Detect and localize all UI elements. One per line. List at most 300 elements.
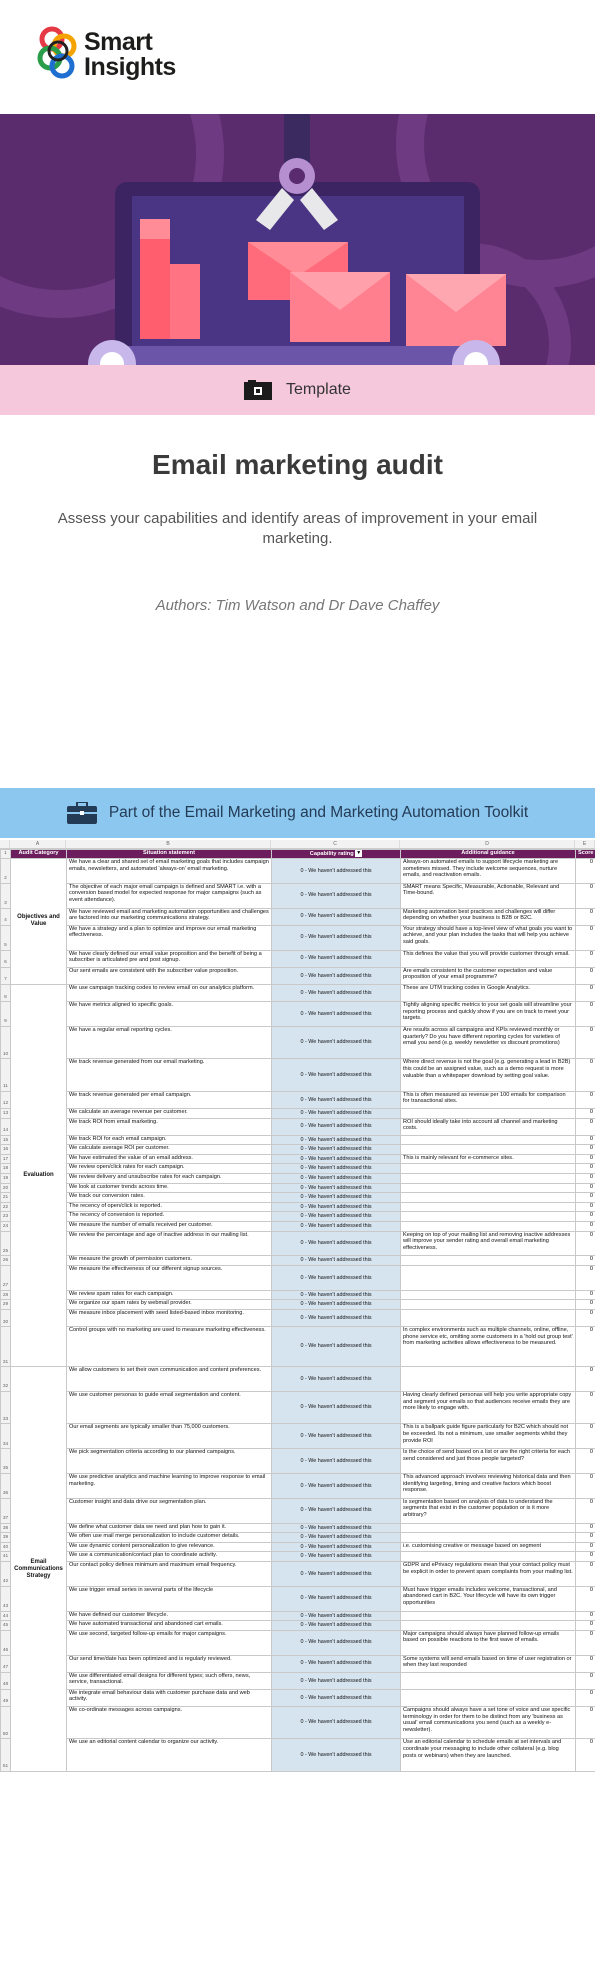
capability-rating-select[interactable]: 0 - We haven't addressed this xyxy=(272,859,401,884)
capability-rating-select[interactable]: 0 - We haven't addressed this xyxy=(272,1473,401,1498)
row-number: 28 xyxy=(1,1290,11,1300)
table-row xyxy=(1,1183,595,1193)
capability-rating-select[interactable]: 0 - We haven't addressed this xyxy=(272,1135,401,1145)
table-row xyxy=(1,1002,595,1027)
additional-guidance-cell[interactable] xyxy=(401,1193,576,1203)
table-row xyxy=(1,1231,595,1256)
row-number: 30 xyxy=(1,1310,11,1327)
row-number: 46 xyxy=(1,1630,11,1655)
table-row xyxy=(1,1154,595,1164)
score-cell[interactable]: 0 xyxy=(576,859,595,884)
table-row xyxy=(1,1689,595,1706)
score-cell[interactable]: 0 xyxy=(576,1327,595,1367)
situation-statement-cell[interactable]: We use an editorial content calendar to organize our activity. xyxy=(67,1739,272,1771)
additional-guidance-cell[interactable]: This advanced approach involves reviewing historical data and then identifying targeting, timing and creative factors which boost response. xyxy=(401,1473,576,1498)
score-cell[interactable]: 0 xyxy=(576,908,595,925)
additional-guidance-cell[interactable] xyxy=(401,1533,576,1543)
additional-guidance-cell[interactable]: Are emails consistent to the customer expectation and value proposition of your email programme? xyxy=(401,967,576,984)
situation-statement-cell[interactable]: We allow customers to set their own communication and content preferences. xyxy=(67,1367,272,1392)
additional-guidance-cell[interactable] xyxy=(401,1367,576,1392)
capability-rating-select[interactable]: 0 - We haven't addressed this xyxy=(272,1630,401,1655)
situation-statement-cell[interactable]: We track ROI for each email campaign. xyxy=(67,1135,272,1145)
row-number: 40 xyxy=(1,1542,11,1552)
table-row xyxy=(1,1424,595,1449)
column-letter[interactable]: C xyxy=(271,840,400,848)
hero-illustration xyxy=(0,114,595,365)
score-cell[interactable]: 0 xyxy=(576,1174,595,1184)
capability-rating-select[interactable]: 0 - We haven't addressed this xyxy=(272,1222,401,1232)
additional-guidance-cell[interactable] xyxy=(401,1222,576,1232)
table-row xyxy=(1,1310,595,1327)
score-cell[interactable]: 0 xyxy=(576,1300,595,1310)
situation-statement-cell[interactable]: We co-ordinate messages across campaigns. xyxy=(67,1707,272,1739)
capability-rating-select[interactable]: 0 - We haven't addressed this xyxy=(272,1202,401,1212)
audit-table xyxy=(0,849,595,1772)
row-number: 23 xyxy=(1,1212,11,1222)
row-number: 13 xyxy=(1,1108,11,1118)
row-number: 7 xyxy=(1,967,11,984)
additional-guidance-cell[interactable]: Must have trigger emails includes welcome, transactional, and abandoned cart in B2C. Your lifecycle will have its own trigger opportunities xyxy=(401,1586,576,1611)
additional-guidance-cell[interactable]: Tightly aligning specific metrics to your set goals will streamline your reporting process and quickly show if you are on track to meet your targets. xyxy=(401,1002,576,1027)
capability-rating-select[interactable]: 0 - We haven't addressed this xyxy=(272,1231,401,1256)
situation-statement-cell[interactable]: We pick segmentation criteria according to our planned campaigns. xyxy=(67,1449,272,1474)
additional-guidance-cell[interactable] xyxy=(401,1621,576,1631)
situation-statement-cell[interactable]: We often use mail merge personalization to include customer details. xyxy=(67,1533,272,1543)
situation-statement-cell[interactable]: We track our conversion rates. xyxy=(67,1193,272,1203)
audit-category-cell[interactable]: Evaluation xyxy=(11,984,67,1366)
situation-statement-cell[interactable]: We have defined our customer lifecycle. xyxy=(67,1611,272,1621)
additional-guidance-cell[interactable] xyxy=(401,1689,576,1706)
table-row xyxy=(1,925,595,950)
additional-guidance-cell[interactable]: Campaigns should always have a set tone of voice and use specific terminology in order for them to be distinct from any 'business as usual' email communications you send (such as a weekly e-newsletter). xyxy=(401,1707,576,1739)
situation-statement-cell[interactable]: We measure inbox placement with seed listed-based inbox monitoring. xyxy=(67,1310,272,1327)
capability-rating-select[interactable]: 0 - We haven't addressed this xyxy=(272,1059,401,1091)
score-cell[interactable]: 0 xyxy=(576,1059,595,1091)
score-cell[interactable]: 0 xyxy=(576,883,595,908)
audit-category-cell[interactable]: Email Communications Strategy xyxy=(11,1367,67,1772)
row-number: 18 xyxy=(1,1164,11,1174)
row-number: 17 xyxy=(1,1154,11,1164)
briefcase-icon xyxy=(67,802,97,824)
situation-statement-cell[interactable]: We use campaign tracking codes to review email on our analytics platform. xyxy=(67,984,272,1001)
score-cell[interactable]: 0 xyxy=(576,1266,595,1291)
additional-guidance-cell[interactable] xyxy=(401,1552,576,1562)
logo-rings-icon xyxy=(36,24,82,80)
table-row xyxy=(1,1212,595,1222)
row-number: 50 xyxy=(1,1707,11,1739)
row-number: 37 xyxy=(1,1498,11,1523)
capability-rating-select[interactable]: 0 - We haven't addressed this xyxy=(272,1542,401,1552)
capability-rating-select[interactable]: 0 - We haven't addressed this xyxy=(272,1552,401,1562)
capability-rating-select[interactable]: 0 - We haven't addressed this xyxy=(272,883,401,908)
capability-rating-select[interactable]: 0 - We haven't addressed this xyxy=(272,1327,401,1367)
row-number: 27 xyxy=(1,1266,11,1291)
situation-statement-cell[interactable]: We use differentiated email designs for different types; such offers, news, service, transactional. xyxy=(67,1672,272,1689)
audit-category-cell[interactable]: Objectives and Value xyxy=(11,859,67,985)
capability-rating-select[interactable]: 0 - We haven't addressed this xyxy=(272,1091,401,1108)
situation-statement-cell[interactable]: We use customer personas to guide email segmentation and content. xyxy=(67,1391,272,1423)
additional-guidance-cell[interactable]: Major campaigns should always have planned follow-up emails based on possible reactions to the first wave of emails. xyxy=(401,1630,576,1655)
capability-rating-select[interactable]: 0 - We haven't addressed this xyxy=(272,1586,401,1611)
column-letter[interactable]: B xyxy=(66,840,271,848)
additional-guidance-cell[interactable] xyxy=(401,1290,576,1300)
logo-word-insights: Insights xyxy=(84,53,176,81)
situation-statement-cell[interactable]: Our contact policy defines minimum and maximum email frequency. xyxy=(67,1561,272,1586)
score-cell[interactable]: 0 xyxy=(576,1091,595,1108)
additional-guidance-cell[interactable]: Are results across all campaigns and KPIs reviewed monthly or quarterly? Do you have different reporting cycles for varieties of email you send (e.g. weekly newsletter vs discount promotions) xyxy=(401,1026,576,1058)
row-number: 10 xyxy=(1,1026,11,1058)
situation-statement-cell[interactable]: We have a regular email reporting cycles. xyxy=(67,1026,272,1058)
score-cell[interactable]: 0 xyxy=(576,1202,595,1212)
additional-guidance-cell[interactable]: Is the choice of send based on a list or are the right criteria for each send considered and just those people targeted? xyxy=(401,1449,576,1474)
additional-guidance-cell[interactable]: Keeping on top of your mailing list and removing inactive addresses will improve your sender rating and overall email marketing effectiveness. xyxy=(401,1231,576,1256)
capability-rating-select[interactable]: 0 - We haven't addressed this xyxy=(272,1183,401,1193)
capability-rating-select[interactable]: 0 - We haven't addressed this xyxy=(272,1391,401,1423)
situation-statement-cell[interactable]: The recency of conversion is reported. xyxy=(67,1212,272,1222)
table-row xyxy=(1,1108,595,1118)
additional-guidance-cell[interactable] xyxy=(401,1212,576,1222)
table-row xyxy=(1,1202,595,1212)
capability-rating-select[interactable]: 0 - We haven't addressed this xyxy=(272,1290,401,1300)
situation-statement-cell[interactable]: We use a communication/contact plan to coordinate activity. xyxy=(67,1552,272,1562)
row-number: 5 xyxy=(1,925,11,950)
capability-rating-select[interactable]: 0 - We haven't addressed this xyxy=(272,1523,401,1533)
score-cell[interactable]: 0 xyxy=(576,1561,595,1586)
table-row xyxy=(1,1523,595,1533)
score-cell[interactable]: 0 xyxy=(576,1707,595,1739)
score-cell[interactable]: 0 xyxy=(576,1672,595,1689)
capability-rating-select[interactable]: 0 - We haven't addressed this xyxy=(272,1174,401,1184)
row-number: 42 xyxy=(1,1561,11,1586)
capability-rating-select[interactable]: 0 - We haven't addressed this xyxy=(272,1164,401,1174)
row-number: 51 xyxy=(1,1739,11,1771)
capability-rating-select[interactable]: 0 - We haven't addressed this xyxy=(272,908,401,925)
capability-rating-select[interactable]: 0 - We haven't addressed this xyxy=(272,1266,401,1291)
additional-guidance-cell[interactable]: This defines the value that you will provide customer through email. xyxy=(401,950,576,967)
additional-guidance-cell[interactable] xyxy=(401,1174,576,1184)
additional-guidance-cell[interactable]: This is mainly relevant for e-commerce sites. xyxy=(401,1154,576,1164)
additional-guidance-cell[interactable]: GDPR and ePrivacy regulations mean that your contact policy must be explicit in order to prevent spam complaints from your mailing list. xyxy=(401,1561,576,1586)
capability-rating-select[interactable]: 0 - We haven't addressed this xyxy=(272,1561,401,1586)
table-row xyxy=(1,1739,595,1771)
row-number: 11 xyxy=(1,1059,11,1091)
capability-rating-select[interactable]: 0 - We haven't addressed this xyxy=(272,1154,401,1164)
header-situation-statement: Situation statement xyxy=(67,850,272,859)
capability-rating-select[interactable]: 0 - We haven't addressed this xyxy=(272,1655,401,1672)
score-cell[interactable]: 0 xyxy=(576,1533,595,1543)
score-cell[interactable]: 0 xyxy=(576,1586,595,1611)
situation-statement-cell[interactable]: We use predictive analytics and machine learning to improve response to email marketing. xyxy=(67,1473,272,1498)
score-cell[interactable]: 0 xyxy=(576,1193,595,1203)
table-row xyxy=(1,1672,595,1689)
column-letter[interactable]: A xyxy=(10,840,66,848)
capability-rating-select[interactable]: 0 - We haven't addressed this xyxy=(272,1026,401,1058)
table-row xyxy=(1,1135,595,1145)
situation-statement-cell[interactable]: Our sent emails are consistent with the subscriber value proposition. xyxy=(67,967,272,984)
table-row xyxy=(1,1498,595,1523)
additional-guidance-cell[interactable]: These are UTM tracking codes in Google Analytics. xyxy=(401,984,576,1001)
filter-dropdown-icon[interactable]: ▼ xyxy=(356,850,362,856)
situation-statement-cell[interactable]: The recency of open/click is reported. xyxy=(67,1202,272,1212)
score-cell[interactable]: 0 xyxy=(576,1655,595,1672)
score-cell[interactable]: 0 xyxy=(576,1108,595,1118)
row-number: 43 xyxy=(1,1586,11,1611)
additional-guidance-cell[interactable] xyxy=(401,1164,576,1174)
situation-statement-cell[interactable]: We have automated transactional and abandoned cart emails. xyxy=(67,1621,272,1631)
row-number: 26 xyxy=(1,1256,11,1266)
additional-guidance-cell[interactable] xyxy=(401,1310,576,1327)
additional-guidance-cell[interactable]: SMART means Specific, Measurable, Actionable, Relevant and Time-bound. xyxy=(401,883,576,908)
row-number: 38 xyxy=(1,1523,11,1533)
row-number: 2 xyxy=(1,859,11,884)
situation-statement-cell[interactable]: We use dynamic content personalization to give relevance. xyxy=(67,1542,272,1552)
score-cell[interactable]: 0 xyxy=(576,1611,595,1621)
additional-guidance-cell[interactable] xyxy=(401,1256,576,1266)
row-number: 12 xyxy=(1,1091,11,1108)
row-number: 1 xyxy=(1,850,11,859)
table-row xyxy=(1,1630,595,1655)
capability-rating-select[interactable]: 0 - We haven't addressed this xyxy=(272,1611,401,1621)
situation-statement-cell[interactable]: Control groups with no marketing are used to measure marketing effectiveness. xyxy=(67,1327,272,1367)
score-cell[interactable]: 0 xyxy=(576,950,595,967)
situation-statement-cell[interactable]: We define what customer data we need and plan how to gain it. xyxy=(67,1523,272,1533)
capability-rating-select[interactable]: 0 - We haven't addressed this xyxy=(272,1310,401,1327)
capability-rating-select[interactable]: 0 - We haven't addressed this xyxy=(272,984,401,1001)
situation-statement-cell[interactable]: We have estimated the value of an email address. xyxy=(67,1154,272,1164)
situation-statement-cell[interactable]: We use second, targeted follow-up emails for major campaigns. xyxy=(67,1630,272,1655)
additional-guidance-cell[interactable]: i.e. customising creative or message based on segment xyxy=(401,1542,576,1552)
score-cell[interactable]: 0 xyxy=(576,1621,595,1631)
additional-guidance-cell[interactable] xyxy=(401,1672,576,1689)
capability-rating-select[interactable]: 0 - We haven't addressed this xyxy=(272,1300,401,1310)
table-row xyxy=(1,1026,595,1058)
row-number: 8 xyxy=(1,984,11,1001)
additional-guidance-cell[interactable] xyxy=(401,1300,576,1310)
score-cell[interactable]: 0 xyxy=(576,1498,595,1523)
score-cell[interactable]: 0 xyxy=(576,1154,595,1164)
capability-rating-select[interactable]: 0 - We haven't addressed this xyxy=(272,1108,401,1118)
situation-statement-cell[interactable]: We have a clear and shared set of email marketing goals that includes campaign emails, newsletters, and automated 'always-on' email marketing. xyxy=(67,859,272,884)
situation-statement-cell[interactable]: Customer insight and data drive our segmentation plan. xyxy=(67,1498,272,1523)
additional-guidance-cell[interactable] xyxy=(401,1611,576,1621)
table-row xyxy=(1,1290,595,1300)
capability-rating-select[interactable]: 0 - We haven't addressed this xyxy=(272,925,401,950)
row-number: 25 xyxy=(1,1231,11,1256)
capability-rating-select[interactable]: 0 - We haven't addressed this xyxy=(272,1424,401,1449)
score-cell[interactable]: 0 xyxy=(576,1473,595,1498)
row-number: 19 xyxy=(1,1174,11,1184)
additional-guidance-cell[interactable]: This is often measured as revenue per 100 emails for comparison for transactional sites. xyxy=(401,1091,576,1108)
situation-statement-cell[interactable]: We review delivery and unsubscribe rates for each campaign. xyxy=(67,1174,272,1184)
additional-guidance-cell[interactable]: In complex environments such as multiple channels, online, offline, phone service etc, omitting some customers in a 'hold out group test' from marketing activities allows effectiveness to be measured. xyxy=(401,1327,576,1367)
table-row xyxy=(1,1611,595,1621)
row-number: 45 xyxy=(1,1621,11,1631)
situation-statement-cell[interactable]: The objective of each major email campaign is defined and SMART i.e. with a conversion based model for expected response for major campaigns (such as event attendance). xyxy=(67,883,272,908)
score-cell[interactable]: 0 xyxy=(576,925,595,950)
situation-statement-cell[interactable]: We have reviewed email and marketing automation opportunities and challenges are factored into our marketing communications strategy. xyxy=(67,908,272,925)
additional-guidance-cell[interactable] xyxy=(401,1202,576,1212)
score-cell[interactable]: 0 xyxy=(576,1026,595,1058)
table-header-row xyxy=(1,850,595,859)
table-row xyxy=(1,1300,595,1310)
additional-guidance-cell[interactable] xyxy=(401,1183,576,1193)
capability-rating-select[interactable]: 0 - We haven't addressed this xyxy=(272,1002,401,1027)
score-cell[interactable]: 0 xyxy=(576,1542,595,1552)
score-cell[interactable]: 0 xyxy=(576,1523,595,1533)
column-letter[interactable]: D xyxy=(400,840,575,848)
capability-rating-select[interactable]: 0 - We haven't addressed this xyxy=(272,1672,401,1689)
column-letter[interactable] xyxy=(0,840,10,848)
situation-statement-cell[interactable]: We measure the growth of permission customers. xyxy=(67,1256,272,1266)
additional-guidance-cell[interactable]: Having clearly defined personas will help you write appropriate copy and segment your emails so that audiences receive emails they are more likely to engage with. xyxy=(401,1391,576,1423)
additional-guidance-cell[interactable]: ROI should ideally take into account all channel and marketing costs. xyxy=(401,1118,576,1135)
additional-guidance-cell[interactable] xyxy=(401,1266,576,1291)
additional-guidance-cell[interactable]: Marketing automation best practices and challenges will differ depending on whether your business is B2B or B2C. xyxy=(401,908,576,925)
score-cell[interactable]: 0 xyxy=(576,1256,595,1266)
situation-statement-cell[interactable]: We track revenue generated per email campaign. xyxy=(67,1091,272,1108)
document-authors: Authors: Tim Watson and Dr Dave Chaffey xyxy=(155,597,440,614)
score-cell[interactable]: 0 xyxy=(576,1183,595,1193)
row-number: 32 xyxy=(1,1367,11,1392)
situation-statement-cell[interactable]: We have a strategy and a plan to optimize and improve our email marketing effectiveness. xyxy=(67,925,272,950)
score-cell[interactable]: 0 xyxy=(576,984,595,1001)
score-cell[interactable]: 0 xyxy=(576,1391,595,1423)
capability-rating-select[interactable]: 0 - We haven't addressed this xyxy=(272,1212,401,1222)
score-cell[interactable]: 0 xyxy=(576,1449,595,1474)
additional-guidance-cell[interactable] xyxy=(401,1135,576,1145)
row-number: 14 xyxy=(1,1118,11,1135)
table-row xyxy=(1,1174,595,1184)
header-audit-category: Audit Category xyxy=(11,850,67,859)
score-cell[interactable]: 0 xyxy=(576,1630,595,1655)
situation-statement-cell[interactable]: We track ROI from email marketing. xyxy=(67,1118,272,1135)
row-number: 3 xyxy=(1,883,11,908)
template-banner xyxy=(0,365,595,415)
score-cell[interactable]: 0 xyxy=(576,1164,595,1174)
additional-guidance-cell[interactable]: Use an editorial calendar to schedule emails at set intervals and coordinate your messaging to include other collateral (e.g. blog posts or webinars) when they are launched. xyxy=(401,1739,576,1771)
score-cell[interactable]: 0 xyxy=(576,1310,595,1327)
situation-statement-cell[interactable]: We organize our spam rates by webmail provider. xyxy=(67,1300,272,1310)
score-cell[interactable]: 0 xyxy=(576,1552,595,1562)
table-row xyxy=(1,1655,595,1672)
capability-rating-select[interactable]: 0 - We haven't addressed this xyxy=(272,1449,401,1474)
smart-insights-logo[interactable] xyxy=(36,24,176,88)
situation-statement-cell[interactable]: We calculate average ROI per customer. xyxy=(67,1145,272,1155)
row-number: 20 xyxy=(1,1183,11,1193)
situation-statement-cell[interactable]: We integrate email behaviour data with customer purchase data and web activity. xyxy=(67,1689,272,1706)
capability-rating-select[interactable]: 0 - We haven't addressed this xyxy=(272,1739,401,1771)
capability-rating-select[interactable]: 0 - We haven't addressed this xyxy=(272,1145,401,1155)
score-cell[interactable]: 0 xyxy=(576,1135,595,1145)
row-number: 39 xyxy=(1,1533,11,1543)
capability-rating-select[interactable]: 0 - We haven't addressed this xyxy=(272,1689,401,1706)
table-row xyxy=(1,1552,595,1562)
score-cell[interactable]: 0 xyxy=(576,1367,595,1392)
additional-guidance-cell[interactable]: Is segmentation based on analysis of data to understand the segments that exist in the customer population or is it more arbitrary? xyxy=(401,1498,576,1523)
score-cell[interactable]: 0 xyxy=(576,1118,595,1135)
additional-guidance-cell[interactable] xyxy=(401,1145,576,1155)
situation-statement-cell[interactable]: We calculate an average revenue per customer. xyxy=(67,1108,272,1118)
header-additional-guidance: Additional guidance xyxy=(401,850,576,859)
capability-rating-select[interactable]: 0 - We haven't addressed this xyxy=(272,967,401,984)
capability-rating-select[interactable]: 0 - We haven't addressed this xyxy=(272,1256,401,1266)
situation-statement-cell[interactable]: Our send time/date has been optimized and is regularly reviewed. xyxy=(67,1655,272,1672)
table-row xyxy=(1,1091,595,1108)
row-number: 49 xyxy=(1,1689,11,1706)
table-row xyxy=(1,950,595,967)
row-number: 47 xyxy=(1,1655,11,1672)
row-number: 24 xyxy=(1,1222,11,1232)
additional-guidance-cell[interactable]: This is a ballpark guide figure particularly for B2C which should not be exceeded. Its not a minimum, use smaller segments whilst they provide ROI xyxy=(401,1424,576,1449)
situation-statement-cell[interactable]: We look at customer trends across time. xyxy=(67,1183,272,1193)
additional-guidance-cell[interactable]: Some systems will send emails based on time of user registration or when they last responded xyxy=(401,1655,576,1672)
table-row xyxy=(1,984,595,1001)
score-cell[interactable]: 0 xyxy=(576,1145,595,1155)
row-number: 4 xyxy=(1,908,11,925)
document-title: Email marketing audit xyxy=(152,449,443,480)
additional-guidance-cell[interactable] xyxy=(401,1523,576,1533)
score-cell[interactable]: 0 xyxy=(576,967,595,984)
situation-statement-cell[interactable]: We measure the effectiveness of our different signup sources. xyxy=(67,1266,272,1291)
header-score: Score xyxy=(576,850,595,859)
table-row xyxy=(1,1193,595,1203)
situation-statement-cell[interactable]: We review open/click rates for each campaign. xyxy=(67,1164,272,1174)
table-row xyxy=(1,1145,595,1155)
additional-guidance-cell[interactable]: Your strategy should have a top-level view of what goals you want to achieve, and your plan includes the tasks that will help you achieve said goals. xyxy=(401,925,576,950)
score-cell[interactable]: 0 xyxy=(576,1290,595,1300)
capability-rating-select[interactable]: 0 - We haven't addressed this xyxy=(272,1621,401,1631)
score-cell[interactable]: 0 xyxy=(576,1222,595,1232)
capability-rating-select[interactable]: 0 - We haven't addressed this xyxy=(272,1533,401,1543)
column-letter[interactable]: E xyxy=(575,840,595,848)
row-number: 41 xyxy=(1,1552,11,1562)
situation-statement-cell[interactable]: We review spam rates for each campaign. xyxy=(67,1290,272,1300)
situation-statement-cell[interactable]: Our email segments are typically smaller than 75,000 customers. xyxy=(67,1424,272,1449)
situation-statement-cell[interactable]: We use trigger email series in several parts of the lifecycle xyxy=(67,1586,272,1611)
capability-rating-select[interactable]: 0 - We haven't addressed this xyxy=(272,1118,401,1135)
situation-statement-cell[interactable]: We measure the number of emails received per customer. xyxy=(67,1222,272,1232)
situation-statement-cell[interactable]: We track revenue generated from our email marketing. xyxy=(67,1059,272,1091)
score-cell[interactable]: 0 xyxy=(576,1739,595,1771)
toolkit-banner xyxy=(0,788,595,838)
capability-rating-select[interactable]: 0 - We haven't addressed this xyxy=(272,1193,401,1203)
score-cell[interactable]: 0 xyxy=(576,1231,595,1256)
row-number: 15 xyxy=(1,1135,11,1145)
additional-guidance-cell[interactable]: Where direct revenue is not the goal (e.g. generating a lead in B2B) this could be an assigned value, such as a demo request is more valuable than a whitepaper download by setting goal value. xyxy=(401,1059,576,1091)
score-cell[interactable]: 0 xyxy=(576,1212,595,1222)
situation-statement-cell[interactable]: We review the percentage and age of inactive address in our mailing list. xyxy=(67,1231,272,1256)
capability-rating-select[interactable]: 0 - We haven't addressed this xyxy=(272,1367,401,1392)
row-number: 34 xyxy=(1,1424,11,1449)
capability-rating-select[interactable]: 0 - We haven't addressed this xyxy=(272,950,401,967)
score-cell[interactable]: 0 xyxy=(576,1002,595,1027)
additional-guidance-cell[interactable] xyxy=(401,1108,576,1118)
table-row xyxy=(1,1391,595,1423)
capability-rating-select[interactable]: 0 - We haven't addressed this xyxy=(272,1498,401,1523)
table-row xyxy=(1,967,595,984)
title-block xyxy=(0,415,595,614)
capability-rating-select[interactable]: 0 - We haven't addressed this xyxy=(272,1707,401,1739)
situation-statement-cell[interactable]: We have clearly defined our email value proposition and the benefit of being a subscriber is articulated pre and post signup. xyxy=(67,950,272,967)
situation-statement-cell[interactable]: We have metrics aligned to specific goals. xyxy=(67,1002,272,1027)
table-row xyxy=(1,1222,595,1232)
score-cell[interactable]: 0 xyxy=(576,1689,595,1706)
score-cell[interactable]: 0 xyxy=(576,1424,595,1449)
table-row xyxy=(1,1621,595,1631)
additional-guidance-cell[interactable]: Always-on automated emails to support lifecycle marketing are sometimes missed. They include welcome sequences, nurture emails, and reactivation emails. xyxy=(401,859,576,884)
spreadsheet-column-headers xyxy=(0,840,595,849)
table-row xyxy=(1,908,595,925)
